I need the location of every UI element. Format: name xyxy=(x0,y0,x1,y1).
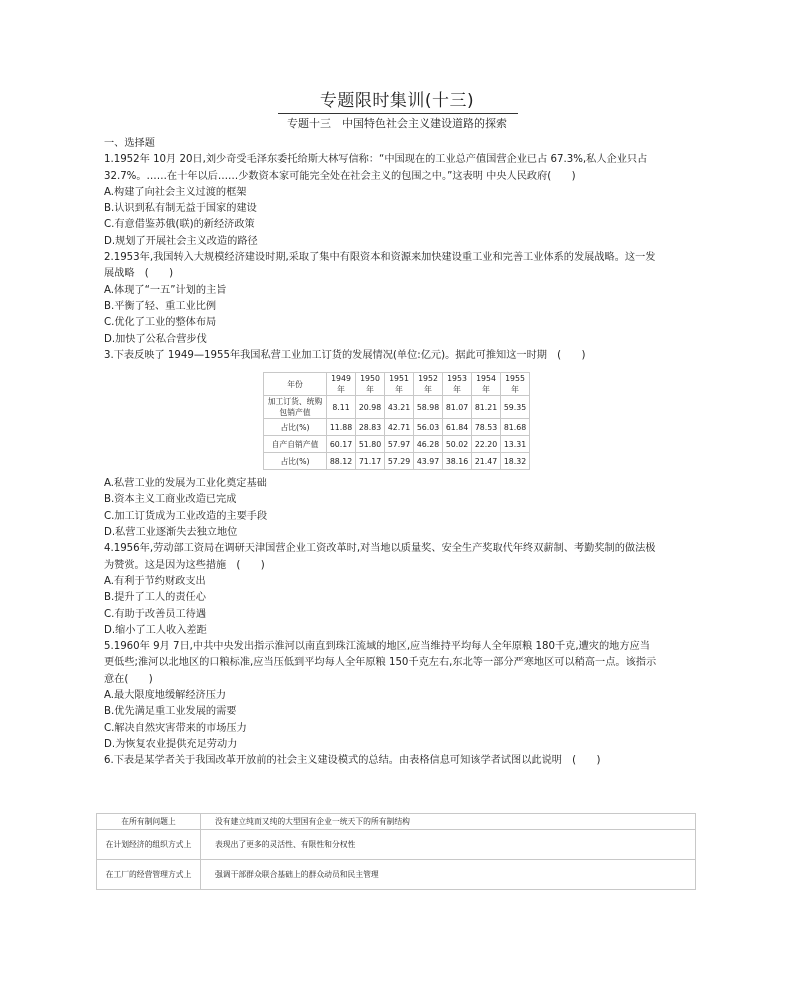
q2-option-a[interactable]: A.体现了“一五”计划的主旨 xyxy=(104,284,227,296)
q2-stem-line2: 展战略 ( ) xyxy=(104,268,174,280)
table-year: 1954年 xyxy=(472,373,501,396)
table-row xyxy=(97,860,696,890)
q5-stem-line2: 更低些;淮河以北地区的口粮标准,应当压低到平均每人全年原粮 150千克左右,东北等一部分严寒地区可以稍高一点。该指示 xyxy=(104,657,657,669)
table-cell: 81.07 xyxy=(443,396,472,419)
q5-option-a[interactable]: A.最大限度地缓解经济压力 xyxy=(104,690,227,702)
table-cell: 13.31 xyxy=(501,436,530,453)
table-row-value: 没有建立纯而又纯的大型国有企业一统天下的所有制结构 xyxy=(201,814,696,830)
table-row xyxy=(97,814,696,830)
q3-stem: 3.下表反映了 1949—1955年我国私营工业加工订货的发展情况(单位:亿元)。据此可推知这一时期 ( ) xyxy=(104,349,586,361)
table-cell: 60.17 xyxy=(327,436,356,453)
table-year: 1952年 xyxy=(414,373,443,396)
table-year: 1950年 xyxy=(356,373,385,396)
title-underline xyxy=(278,113,518,114)
table-row-value: 强调干部群众联合基础上的群众动员和民主管理 xyxy=(201,860,696,890)
table-cell: 28.83 xyxy=(356,419,385,436)
table-cell: 21.47 xyxy=(472,453,501,470)
table-cell: 78.53 xyxy=(472,419,501,436)
table-cell: 88.12 xyxy=(327,453,356,470)
q4-option-a[interactable]: A.有利于节约财政支出 xyxy=(104,575,206,587)
q1-option-b[interactable]: B.认识到私有制无益于国家的建设 xyxy=(104,203,257,215)
table-year: 1953年 xyxy=(443,373,472,396)
q5-option-d[interactable]: D.为恢复农业提供充足劳动力 xyxy=(104,738,238,750)
table-cell: 50.02 xyxy=(443,436,472,453)
q1-option-d[interactable]: D.规划了开展社会主义改造的路径 xyxy=(104,235,258,247)
table-cell: 57.97 xyxy=(385,436,414,453)
table-cell: 20.98 xyxy=(356,396,385,419)
question-body xyxy=(104,136,696,770)
table-cell: 57.29 xyxy=(385,453,414,470)
table-cell: 43.21 xyxy=(385,396,414,419)
table-cell: 61.84 xyxy=(443,419,472,436)
table-cell: 8.11 xyxy=(327,396,356,419)
table-row xyxy=(97,830,696,860)
table-cell: 11.88 xyxy=(327,419,356,436)
table-cell: 56.03 xyxy=(414,419,443,436)
table-row-value: 表现出了更多的灵活性、有限性和分权性 xyxy=(201,830,696,860)
table-row-label: 自产自销产值 xyxy=(264,436,327,453)
page-subtitle: 专题十三 中国特色社会主义建设道路的探索 xyxy=(287,117,507,130)
q3-option-b[interactable]: B.资本主义工商业改造已完成 xyxy=(104,494,237,506)
table-row-key: 在所有制问题上 xyxy=(97,814,201,830)
table-cell: 81.68 xyxy=(501,419,530,436)
table-row xyxy=(264,396,530,419)
q1-stem-line2: 32.7%。……在十年以后……少数资本家可能完全处在社会主义的包围之中。”这表明 中央人民政府( ) xyxy=(104,170,576,182)
q3-table-wrapper xyxy=(263,372,696,470)
table-header-label: 年份 xyxy=(264,373,327,396)
q5-option-b[interactable]: B.优先满足重工业发展的需要 xyxy=(104,706,237,718)
q5-stem-line3: 意在( ) xyxy=(104,673,153,685)
page-title: 专题限时集训(十三) xyxy=(319,91,475,111)
q1-option-a[interactable]: A.构建了向社会主义过渡的框架 xyxy=(104,186,247,198)
q2-stem-line1: 2.1953年,我国转入大规模经济建设时期,采取了集中有限资本和资源来加快建设重工业和完善工业体系的发展战略。这一发 xyxy=(104,252,656,264)
table-cell: 38.16 xyxy=(443,453,472,470)
table-row xyxy=(264,436,530,453)
q3-option-d[interactable]: D.私营工业逐渐失去独立地位 xyxy=(104,527,238,539)
table-cell: 58.98 xyxy=(414,396,443,419)
table-year: 1955年 xyxy=(501,373,530,396)
table-year: 1951年 xyxy=(385,373,414,396)
q2-option-d[interactable]: D.加快了公私合营步伐 xyxy=(104,333,207,345)
q1-option-c[interactable]: C.有意借鉴苏俄(联)的新经济政策 xyxy=(104,219,255,231)
table-row-key: 在工厂的经营管理方式上 xyxy=(97,860,201,890)
table-cell: 81.21 xyxy=(472,396,501,419)
q4-stem-line2: 为赞赏。这是因为这些措施 ( ) xyxy=(104,559,265,571)
table-cell: 59.35 xyxy=(501,396,530,419)
q5-stem-line1: 5.1960年 9月 7日,中共中央发出指示淮河以南直到珠江流域的地区,应当维持平均每人全年原粮 180千克,遭灾的地方应当 xyxy=(104,641,650,653)
q5-option-c[interactable]: C.解决自然灾害带来的市场压力 xyxy=(104,722,247,734)
table-row-key: 在计划经济的组织方式上 xyxy=(97,830,201,860)
table-cell: 71.17 xyxy=(356,453,385,470)
table-row-label: 占比(%) xyxy=(264,453,327,470)
q3-option-a[interactable]: A.私营工业的发展为工业化奠定基础 xyxy=(104,478,267,490)
q2-option-b[interactable]: B.平衡了轻、重工业比例 xyxy=(104,300,217,312)
table-cell: 42.71 xyxy=(385,419,414,436)
table-row-label: 加工订货、统购包销产值 xyxy=(264,396,327,419)
table-cell: 51.80 xyxy=(356,436,385,453)
table-header-row xyxy=(264,373,530,396)
section-heading: 一、选择题 xyxy=(104,138,155,149)
table-cell: 43.97 xyxy=(414,453,443,470)
q4-stem-line1: 4.1956年,劳动部工资局在调研天津国营企业工资改革时,对当地以质量奖、安全生产奖取代年终双薪制、考勤奖制的做法极 xyxy=(104,543,656,555)
table-row xyxy=(264,419,530,436)
q1-stem-line1: 1.1952年 10月 20日,刘少奇受毛泽东委托给斯大林写信称：“中国现在的工业总产值国营企业已占 67.3%,私人企业只占 xyxy=(104,154,648,166)
q3-data-table xyxy=(263,372,530,470)
table-row xyxy=(264,453,530,470)
q4-option-b[interactable]: B.提升了工人的责任心 xyxy=(104,592,206,604)
q6-stem: 6.下表是某学者关于我国改革开放前的社会主义建设模式的总结。由表格信息可知该学者试图以此说明 ( ) xyxy=(104,755,601,767)
q3-option-c[interactable]: C.加工订货成为工业改造的主要手段 xyxy=(104,510,268,522)
table-year: 1949年 xyxy=(327,373,356,396)
table-cell: 46.28 xyxy=(414,436,443,453)
table-cell: 18.32 xyxy=(501,453,530,470)
q2-option-c[interactable]: C.优化了工业的整体布局 xyxy=(104,317,217,329)
q4-option-c[interactable]: C.有助于改善员工待遇 xyxy=(104,608,207,620)
table-cell: 22.20 xyxy=(472,436,501,453)
q4-option-d[interactable]: D.缩小了工人收入差距 xyxy=(104,624,207,636)
q6-summary-table xyxy=(96,813,696,890)
table-row-label: 占比(%) xyxy=(264,419,327,436)
